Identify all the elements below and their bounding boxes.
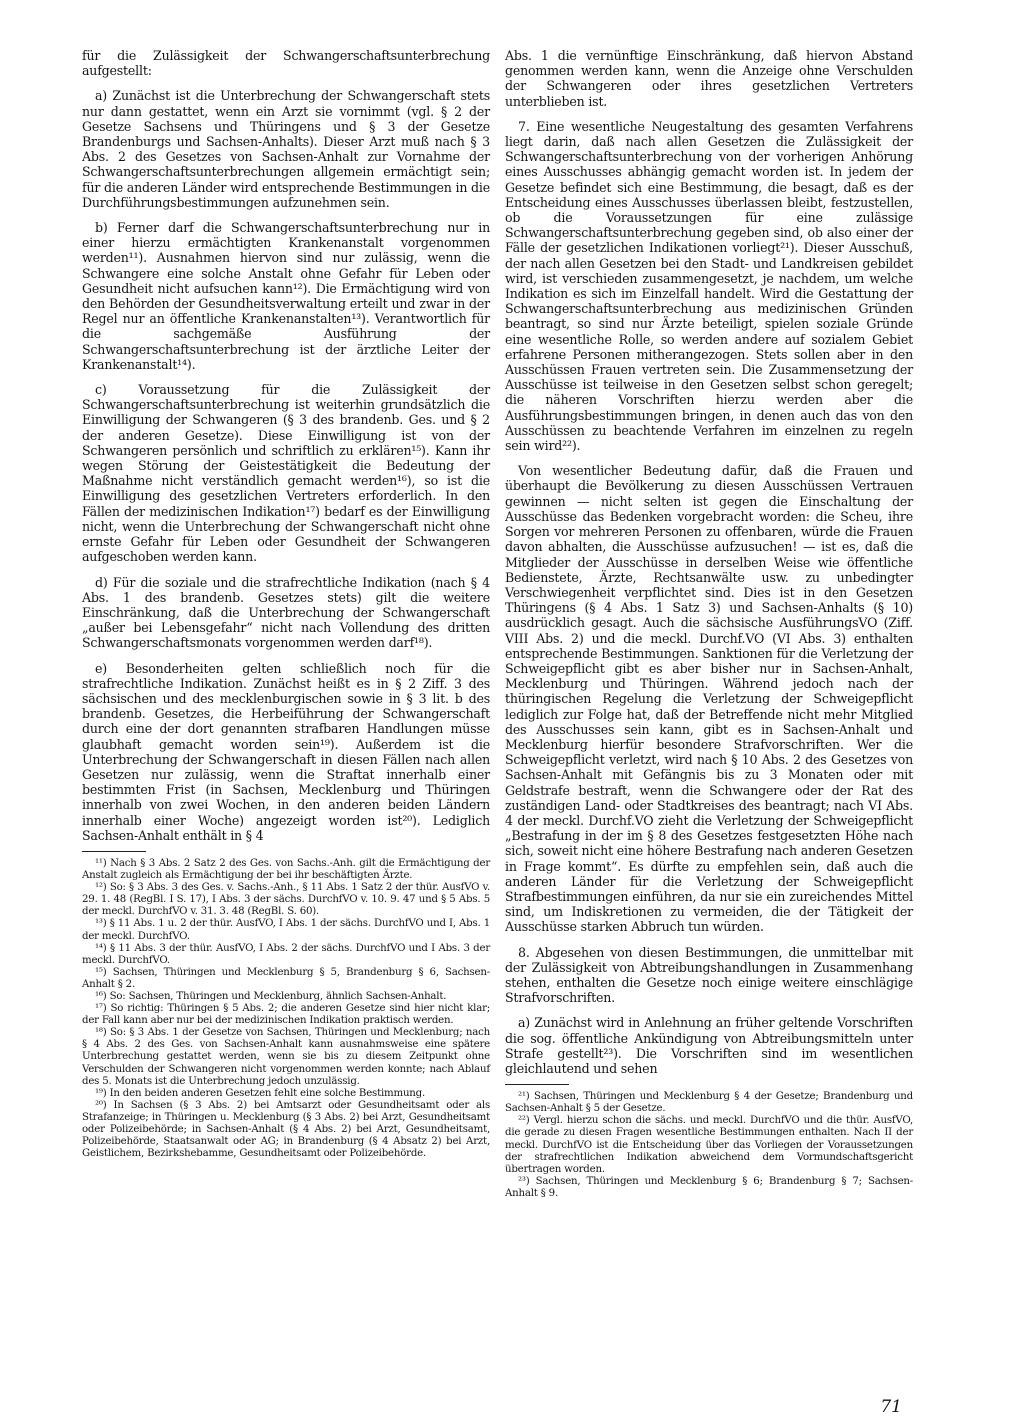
footnote-15: ¹⁵) Sachsen, Thüringen und Mecklenburg § 5, Brandenburg § 6, Sachsen-Anhalt § 2. xyxy=(82,966,490,990)
right-paragraph-confidentiality: Von wesentlicher Bedeutung dafür, daß die Frauen und überhaupt die Bevölkerung zu diesen Ausschüssen Vertrauen gewinnen — nicht selten ist gegen die Einschaltung der Ausschüsse das Bedenken vorgebracht worden: die Scheu, ihre Sorgen vor mehreren Personen zu offenbaren, würde die Frauen davon abhalten, die Ausschüsse aufzusuchen! — ist es, daß die Mitglieder der Ausschüsse in derselben Weise wie öffentliche Bedienstete, Ärzte, Rechtsanwälte usw. zu unbedingter Verschwiegenheit verpflichtet sind. Dies ist in den Gesetzen Thüringens (§ 4 Abs. 1 Satz 3) und Sachsen-Anhalts (§ 10) ausdrücklich gesagt. Auch die sächsische AusführungsVO (Ziff. VIII Abs. 2) und die meckl. Durchf.VO (VI Abs. 3) enthalten entsprechende Bestimmungen. Sanktionen für die Verletzung der Schweigepflicht gibt es aber bisher nur in Sachsen-Anhalt, Mecklenburg und Thüringen. Während jedoch nach der thüringischen Regelung die Verletzung der Schweigepflicht lediglich zur Folge hat, daß der Betreffende nicht mehr Mitglied des Ausschusses sein kann, gibt es in Sachsen-Anhalt und Mecklenburg hierfür besondere Strafvorschriften. Wer die Schweigepflicht verletzt, wird nach § 10 Abs. 2 des Gesetzes von Sachsen-Anhalt mit Gefängnis bis zu 3 Monaten oder mit Geldstrafe bestraft, wenn die Schwangere oder der Rat des zuständigen Land- oder Stadtkreises des beantragt; nach VI Abs. 4 der meckl. Durchf.VO zieht die Verletzung der Schweigepflicht „Bestrafung in der im § 8 des Gesetzes festgesetzten Höhe nach sich, soweit nicht eine höhere Bestrafung nach anderen Gesetzen in Frage kommt“. Es dürfte zu empfehlen sein, daß auch die anderen Länder für die Verletzung der Schweigepflicht Strafbestimmungen einführen, da nur sie ein zureichendes Mittel sind, um Indiskretionen zu vermeiden, die der Tätigkeit der Ausschüsse starken Abbruch tun würden. xyxy=(505,463,913,935)
left-paragraph-e: e) Besonderheiten gelten schließlich noch für die strafrechtliche Indikation. Zunächst heißt es in § 2 Ziff. 3 des sächsischen und des mecklenburgischen sowie in § 3 lit. b des brandenb. Gesetzes, die Herbeiführung der Schwangerschaft durch eine der dort genannten strafbaren Handlungen müsse glaubhaft gemacht worden sein¹⁹). Außerdem ist die Unterbrechung der Schwangerschaft in diesen Fällen nach allen Gesetzen nur zulässig, wenn die Straftat innerhalb einer bestimmten Frist (in Sachsen, Mecklenburg und Thüringen innerhalb von zwei Wochen, in den anderen beiden Ländern innerhalb einer Woche) angezeigt worden ist²⁰). Lediglich Sachsen-Anhalt enthält in § 4 xyxy=(82,660,490,843)
footnote-17: ¹⁷) So richtig: Thüringen § 5 Abs. 2; die anderen Gesetze sind hier nicht klar; der Fall kann aber nur bei der medizinischen Indikation praktisch werden. xyxy=(82,1003,490,1027)
footnote-21: ²¹) Sachsen, Thüringen und Mecklenburg § 4 der Gesetze; Brandenburg und Sachsen-Anhalt § 5 der Gesetze. xyxy=(505,1091,913,1115)
footnote-divider-right xyxy=(505,1084,569,1085)
page-number: 71 xyxy=(880,1397,902,1417)
footnote-23: ²³) Sachsen, Thüringen und Mecklenburg § 6; Brandenburg § 7; Sachsen-Anhalt § 9. xyxy=(505,1175,913,1199)
footnote-12: ¹²) So: § 3 Abs. 3 des Ges. v. Sachs.-Anh., § 11 Abs. 1 Satz 2 der thür. AusfVO v. 29. 1. 48 (RegBl. I S. 17), I Abs. 3 der sächs. DurchfVO v. 10. 9. 47 und § 5 Abs. 5 der meckl. DurchfVO v. 31. 3. 48 (RegBl. S. 60). xyxy=(82,882,490,918)
right-paragraph-7: 7. Eine wesentliche Neugestaltung des gesamten Verfahrens liegt darin, daß nach allen Gesetzen die Zulässigkeit der Schwangerschaftsunterbrechung von der vorherigen Anhörung eines Ausschusses abhängig gemacht worden ist. In jedem der Gesetze befindet sich eine Bestimmung, die besagt, daß es der Entscheidung eines Ausschusses überlassen bleibt, festzustellen, ob die Voraussetzungen für eine zulässige Schwangerschaftsunterbrechung gegeben sind, ob also einer der Fälle der gesetzlichen Indikationen vorliegt²¹). Dieser Ausschuß, der nach allen Gesetzen bei den Stadt- und Landkreisen gebildet wird, ist verschieden zusammengesetzt, je nachdem, um welche Indikation es sich im Einzelfall handelt. Wird die Gestattung der Schwangerschaftsunterbrechung aus medizinischen Gründen beantragt, so sind nur Ärzte beteiligt, spielen soziale Gründe eine wesentliche Rolle, so werden andere auf sozialem Gebiet erfahrene Personen mitherangezogen. Stets sollen aber in den Ausschüssen Frauen vertreten sein. Die Zusammensetzung der Ausschüsse ist teilweise in den Gesetzen selbst schon geregelt; die näheren Vorschriften hierzu werden aber die Ausführungsbestimmungen bringen, in denen auch das von den Ausschüssen zu beachtende Verfahren im einzelnen zu regeln sein wird²²). xyxy=(505,118,913,454)
footnote-14: ¹⁴) § 11 Abs. 3 der thür. AusfVO, I Abs. 2 der sächs. DurchfVO und I Abs. 3 der meckl. DurchfVO. xyxy=(82,942,490,966)
footnote-18: ¹⁸) So: § 3 Abs. 1 der Gesetze von Sachsen, Thüringen und Mecklenburg; nach § 4 Abs. 2 des Ges. von Sachsen-Anhalt kann ausnahmsweise eine spätere Unterbrechung gestattet werden, wenn sie bis zu diesem Zeitpunkt ohne Verschulden der Schwangeren nicht vorgenommen werden konnte; nach Ablauf des 5. Monats ist die Unterbrechung jedoch unzulässig. xyxy=(82,1027,490,1087)
footnote-20: ²⁰) In Sachsen (§ 3 Abs. 2) bei Amtsarzt oder Gesundheitsamt oder als Strafanzeige; in Thüringen u. Mecklenburg (§ 3 Abs. 2) bei Arzt, Gesundheitsamt oder Polizeibehörde; in Sachsen-Anhalt (§ 4 Abs. 2) bei Arzt, Gesundheitsamt, Polizeibehörde, Staatsanwalt oder AG; in Brandenburg (§ 4 Absatz 2) bei Arzt, Geistlichem, Bezirkshebamme, Gesundheitsamt oder Polizeibehörde. xyxy=(82,1099,490,1160)
footnote-16: ¹⁶) So: Sachsen, Thüringen und Mecklenburg, ähnlich Sachsen-Anhalt. xyxy=(95,990,447,1002)
right-paragraph-8a: a) Zunächst wird in Anlehnung an früher geltende Vorschriften die sog. öffentliche Ankündigung von Abtreibungsmitteln unter Strafe gestellt²³). Die Vorschriften sind im wesentlichen gleichlautend und sehen xyxy=(505,1015,913,1076)
left-paragraph-a: a) Zunächst ist die Unterbrechung der Schwangerschaft stets nur dann gestattet, wenn ein Arzt sie vornimmt (vgl. § 2 der Gesetze Sachsens und Thüringens und § 3 der Gesetze Brandenburgs und Sachsen-Anhalts). Dieser Arzt muß nach § 3 Abs. 2 des Gesetzes von Sachsen-Anhalt zur Vornahme der Schwangerschaftsunterbrechungen allgemein ermächtigt sein; für die anderen Länder wird entsprechende Bestimmungen in die Durchführungsbestimmungen aufzunehmen sein. xyxy=(82,88,490,210)
left-paragraph-c: c) Voraussetzung für die Zulässigkeit der Schwangerschaftsunterbrechung ist weiterhin grundsätzlich die Einwilligung der Schwangeren (§ 3 des brandenb. Ges. und § 2 der anderen Gesetze). Diese Einwilligung ist von der Schwangeren persönlich und schriftlich zu erklären¹⁵). Kann ihr wegen Störung der Geistestätigkeit die Bedeutung der Maßnahme nicht verständlich gemacht werden¹⁶), so ist die Einwilligung des gesetzlichen Vertreters erforderlich. In den Fällen der medizinischen Indikation¹⁷) bedarf es der Einwilligung nicht, wenn die Unterbrechung der Schwangerschaft nicht ohne ernste Gefahr für Leben oder Gesundheit der Schwangeren aufgeschoben werden kann. xyxy=(82,382,490,565)
left-column xyxy=(82,48,490,1160)
footnote-divider xyxy=(82,851,146,852)
right-lead-text: Abs. 1 die vernünftige Einschränkung, daß hiervon Abstand genommen werden kann, wenn die Anzeige ohne Verschulden der Schwangeren oder ihres gesetzlichen Vertreters unterblieben ist. xyxy=(505,48,913,109)
right-paragraph-8: 8. Abgesehen von diesen Bestimmungen, die unmittelbar mit der Zulässigkeit von Abtreibungshandlungen in Zusammenhang stehen, enthalten die Gesetze noch einige weitere einschlägige Strafvorschriften. xyxy=(505,944,913,1006)
left-paragraph-b: b) Ferner darf die Schwangerschaftsunterbrechung nur in einer hierzu ermächtigten Krankenanstalt vorgenommen werden¹¹). Ausnahmen hiervon sind nur zulässig, wenn die Schwangere eine solche Anstalt ohne Gefahr für Leben oder Gesundheit nicht aufsuchen kann¹²). Die Ermächtigung wird von den Behörden der Gesundheitsverwaltung erteilt und zwar in der Regel nur an öffentliche Krankenanstalten¹³). Verantwortlich für die sachgemäße Ausführung der Schwangerschaftsunterbrechung ist der ärztliche Leiter der Krankenanstalt¹⁴). xyxy=(82,220,490,372)
footnote-19: ¹⁹) In den beiden anderen Gesetzen fehlt eine solche Bestimmung. xyxy=(95,1087,426,1099)
footnote-22: ²²) Vergl. hierzu schon die sächs. und meckl. DurchfVO und die thür. AusfVO, die gerade zu diesen Fragen wesentliche Bestimmungen enthalten. Nach II der meckl. DurchfVO ist die Entscheidung über das Vorliegen der Voraussetzungen der strafrechtlichen Indikation abweichend dem Vormundschaftsgericht übertragen worden. xyxy=(505,1115,913,1175)
left-paragraph-d: d) Für die soziale und die strafrechtliche Indikation (nach § 4 Abs. 1 des brandenb. Gesetzes stets) gilt die weitere Einschränkung, daß die Unterbrechung der Schwangerschaft „außer bei Lebensgefahr“ nicht nach Vollendung des dritten Schwangerschaftsmonats vorgenommen werden darf¹⁸). xyxy=(82,574,490,651)
right-column xyxy=(505,48,913,1200)
footnote-11: ¹¹) Nach § 3 Abs. 2 Satz 2 des Ges. von Sachs.-Anh. gilt die Ermächtigung der Anstalt zugleich als Ermächtigung der bei ihr beschäftigten Ärzte. xyxy=(82,857,490,882)
footnote-13: ¹³) § 11 Abs. 1 u. 2 der thür. AusfVO, I Abs. 1 der sächs. DurchfVO und I, Abs. 1 der meckl. DurchfVO. xyxy=(82,918,490,942)
left-lead-text: für die Zulässigkeit der Schwangerschaftsunterbrechung aufgestellt: xyxy=(82,48,490,79)
